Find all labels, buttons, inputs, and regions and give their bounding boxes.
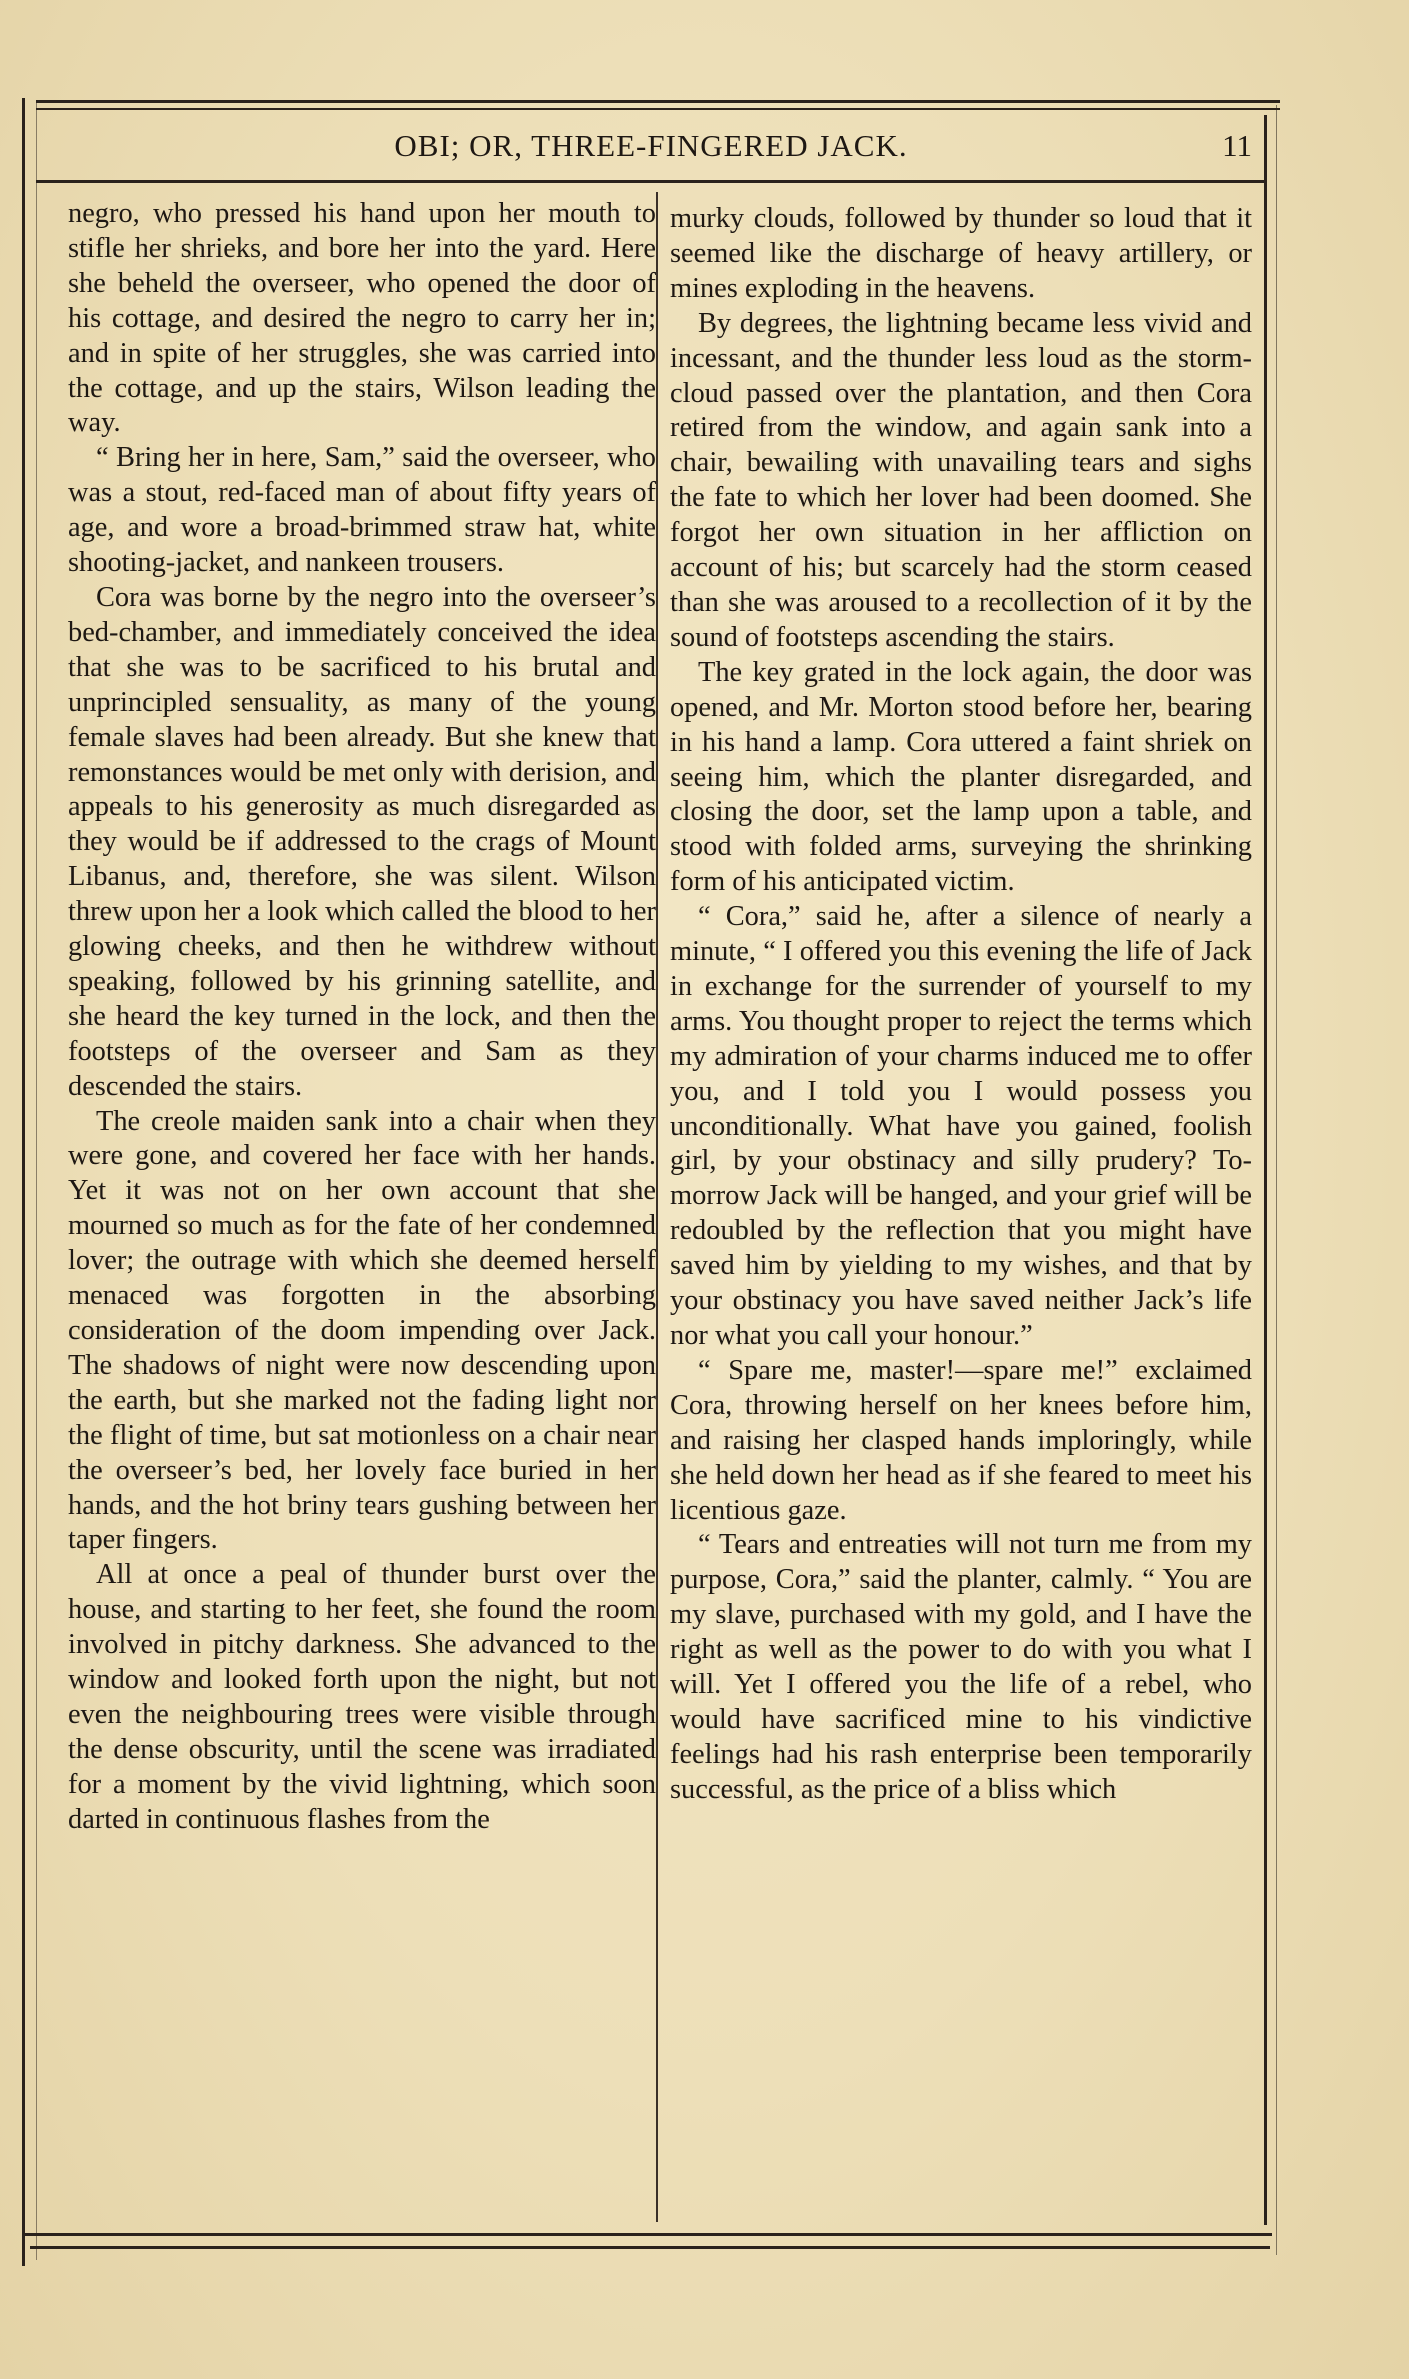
top-rule-inner <box>36 108 1280 110</box>
left-frame-line-inner <box>36 100 37 2260</box>
page-header <box>36 128 1266 172</box>
paragraph: The key grated in the lock again, the door was opened, and Mr. Morton stood before her, bearing in his hand a lamp. Cora uttered a faint shriek on seeing him, which the planter disregarded, and closing the door, set the lamp upon a table, and stood with folded arms, surveying the shrinking form of his anticipated victim. <box>670 656 1252 898</box>
paragraph: “ Bring her in here, Sam,” said the overseer, who was a stout, red-faced man of about fifty years of age, and wore a broad-brimmed straw hat, white shooting-jacket, and nankeen trousers. <box>68 442 656 579</box>
paragraph: negro, who pressed his hand upon her mouth to stifle her shrieks, and bore her into the yard. Here she beheld the overseer, who opened the door of his cottage, and desired the negro to carry her in; and in spite of her struggles, she was carried into the cottage, and up the stairs, Wilson leading the way. <box>68 198 656 439</box>
running-title: OBI; OR, THREE-FINGERED JACK. <box>394 128 908 163</box>
paragraph: By degrees, the lightning became less vivid and incessant, and the thunder less loud as the storm-cloud passed over the plantation, and then Cora retired from the window, and again sank into a chair, bewailing with unavailing tears and sighs the fate to which her lover had been doomed. She forgot her own situation in her affliction on account of his; but scarcely had the storm ceased than she was aroused to a recollection of it by the sound of footsteps ascending the stairs. <box>670 307 1252 653</box>
paragraph: murky clouds, followed by thunder so loud that it seemed like the discharge of heavy artillery, or mines exploding in the heavens. <box>670 203 1252 304</box>
paragraph: The creole maiden sank into a chair when they were gone, and covered her face with her hands. Yet it was not on her own account that she mourned so much as for the fate of her condemned lover; the outrage with which she deemed herself menaced was forgotten in the absorbing consideration of the doom impending over Jack. The shadows of night were now descending upon the earth, but she marked not the fading light nor the flight of time, but sat motionless on a chair near the overseer’s bed, her lovely face buried in her hands, and the hot briny tears gushing between her taper fingers. <box>68 1105 656 1556</box>
bottom-rule-lower <box>30 2246 1270 2249</box>
right-frame-line <box>1264 115 1267 2225</box>
column-divider <box>656 192 658 2222</box>
right-frame-line-outer <box>1276 105 1277 2255</box>
header-rule <box>36 180 1266 183</box>
top-rule-outer <box>36 100 1280 103</box>
paragraph: “ Cora,” said he, after a silence of nearly a minute, “ I offered you this evening the life of Jack in exchange for the surrender of yourself to my arms. You thought proper to reject the terms which my admiration of your charms induced me to offer you, and I told you I would possess you unconditionally. What have you gained, foolish girl, by your obstinacy and silly prudery? To-morrow Jack will be hanged, and your grief will be redoubled by the reflection that you might have saved him by yielding to my wishes, and that by your obstinacy you have saved neither Jack’s life nor what you call your honour.” <box>670 901 1252 1351</box>
page-number: 11 <box>1222 128 1252 163</box>
paragraph: “ Spare me, master!—spare me!” exclaimed Cora, throwing herself on her knees before him, and raising her clasped hands imploringly, while she held down her head as if she feared to meet his licentious gaze. <box>670 1354 1252 1526</box>
paragraph: “ Tears and entreaties will not turn me from my purpose, Cora,” said the planter, calmly. “ You are my slave, purchased with my gold, and I have the right as well as the power to do with you what I will. Yet I offered you the life of a rebel, who would have sacrificed mine to his vindictive feelings had his rash enterprise been temporarily successful, as the price of a bliss which <box>670 1529 1252 1805</box>
paragraph: Cora was borne by the negro into the overseer’s bed-chamber, and immediately conceived the idea that she was to be sacrificed to his brutal and unprincipled sensuality, as many of the young female slaves had been already. But she knew that remonstances would be met only with derision, and appeals to his generosity as much disregarded as they would be if addressed to the crags of Mount Libanus, and, therefore, she was silent. Wilson threw upon her a look which called the blood to her glowing cheeks, and then he withdrew without speaking, followed by his grinning satellite, and she heard the key turned in the lock, and then the footsteps of the overseer and Sam as they descended the stairs. <box>68 581 656 1102</box>
left-frame-line <box>22 98 25 2266</box>
right-column <box>670 202 1252 1808</box>
paragraph: All at once a peal of thunder burst over the house, and starting to her feet, she found the room involved in pitchy darkness. She advanced to the window and looked forth upon the night, but not even the neighbouring trees were visible through the dense obscurity, until the scene was irradiated for a moment by the vivid lightning, which soon darted in continuous flashes from the <box>68 1559 656 1835</box>
left-column <box>68 197 656 1838</box>
bottom-rule <box>22 2233 1272 2236</box>
